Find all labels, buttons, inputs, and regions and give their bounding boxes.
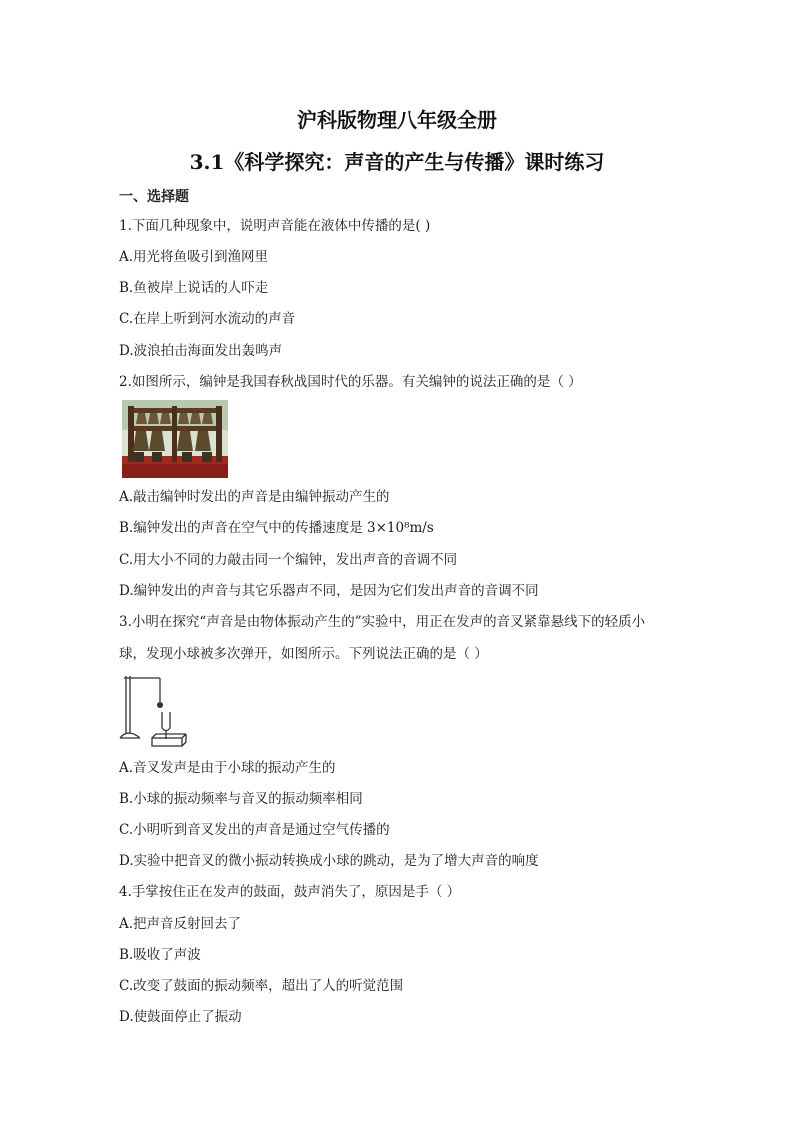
question-2-stem: 2.如图所示，编钟是我国春秋战国时代的乐器。有关编钟的说法正确的是（ ） <box>119 374 582 390</box>
question-3-stem-line-2: 球，发现小球被多次弹开，如图所示。下列说法正确的是（ ） <box>119 646 488 662</box>
page-subtitle: 3.1《科学探究：声音的产生与传播》课时练习 <box>189 150 605 174</box>
question-1-option-a: A.用光将鱼吸引到渔网里 <box>119 249 269 265</box>
question-2-option-c: C.用大小不同的力敲击同一个编钟，发出声音的音调不同 <box>119 552 458 568</box>
question-3-option-b: B.小球的振动频率与音叉的振动频率相同 <box>119 791 363 807</box>
question-2-option-b: B.编钟发出的声音在空气中的传播速度是 3×10⁸m/s <box>119 520 434 536</box>
question-1-option-d: D.波浪拍击海面发出轰鸣声 <box>119 343 283 359</box>
question-3-option-a: A.音叉发声是由于小球的振动产生的 <box>119 760 336 776</box>
question-4-option-a: A.把声音反射回去了 <box>119 916 242 932</box>
question-1-option-b: B.鱼被岸上说话的人吓走 <box>119 280 269 296</box>
page-title: 沪科版物理八年级全册 <box>297 108 497 132</box>
question-4-option-b: B.吸收了声波 <box>119 947 201 963</box>
bianzhong-bells-photo <box>122 400 228 478</box>
pendulum-ball <box>157 702 163 708</box>
question-2-option-a: A.敲击编钟时发出的声音是由编钟振动产生的 <box>119 489 390 505</box>
question-4-option-d: D.使鼓面停止了振动 <box>119 1009 242 1025</box>
question-3-stem-line-1: 3.小明在探究“声音是由物体振动产生的”实验中，用正在发声的音叉紧靠悬线下的轻质小 <box>119 614 646 630</box>
question-3-option-c: C.小明听到音叉发出的声音是通过空气传播的 <box>119 822 390 838</box>
question-1-option-c: C.在岸上听到河水流动的声音 <box>119 311 296 327</box>
question-4-option-c: C.改变了鼓面的振动频率，超出了人的听觉范围 <box>119 978 404 994</box>
question-1-stem: 1.下面几种现象中，说明声音能在液体中传播的是( ) <box>119 218 431 234</box>
question-4-stem: 4.手掌按住正在发声的鼓面，鼓声消失了，原因是手（ ） <box>119 884 461 900</box>
question-3-option-d: D.实验中把音叉的微小振动转换成小球的跳动，是为了增大声音的响度 <box>119 853 539 869</box>
tuning-fork-diagram <box>118 672 190 750</box>
question-2-option-d: D.编钟发出的声音与其它乐器声不同，是因为它们发出声音的音调不同 <box>119 583 539 599</box>
section-title: 一、选择题 <box>119 189 189 205</box>
